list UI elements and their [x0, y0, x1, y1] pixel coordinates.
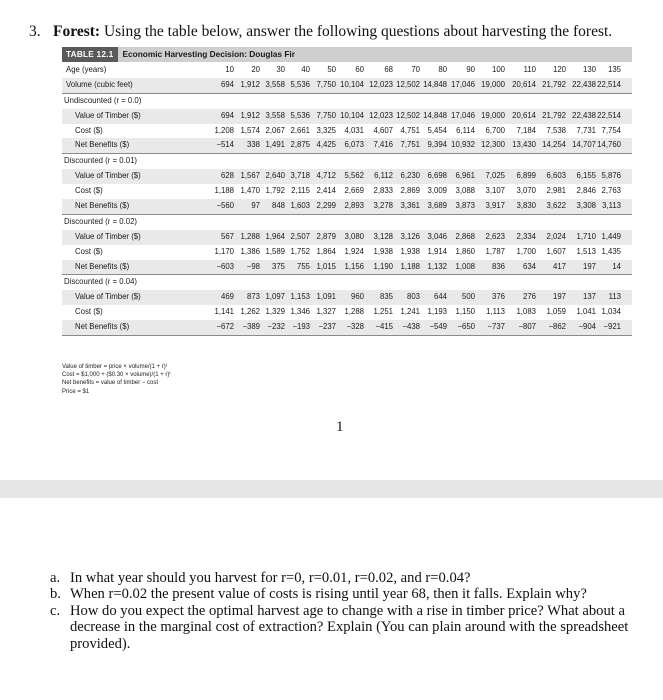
table-cell: 2,661 — [290, 125, 310, 135]
table-cell: 21,792 — [542, 110, 566, 120]
table-cell: 6,698 — [427, 171, 447, 181]
table-cell: 12,023 — [369, 110, 393, 120]
table-cell: 4,607 — [373, 125, 393, 135]
table-cell: 6,603 — [546, 171, 566, 181]
row-label: Age (years) — [66, 65, 107, 74]
table-cell: 6,155 — [576, 171, 596, 181]
table-cell: 1,141 — [214, 307, 234, 317]
table-cell: 7,731 — [576, 125, 596, 135]
table-cell: 5,562 — [344, 171, 364, 181]
table-cell: 3,308 — [576, 201, 596, 211]
table-cell: −650 — [457, 322, 475, 332]
table-cell: 1,170 — [214, 246, 234, 256]
table-cell: 12,023 — [369, 79, 393, 89]
table-cell: 500 — [461, 292, 475, 302]
table-cell: 2,299 — [316, 201, 336, 211]
table-cell: 2,893 — [344, 201, 364, 211]
table-cell: 634 — [522, 261, 536, 271]
table-cell: 1,241 — [400, 307, 420, 317]
table-cell: 1,346 — [290, 307, 310, 317]
table-section-row — [62, 275, 632, 290]
table-cell: 5,536 — [290, 110, 310, 120]
table-cell: 130 — [582, 65, 596, 74]
table-cell: 1,700 — [516, 246, 536, 256]
table-cell: 1,938 — [400, 246, 420, 256]
table-cell: 3,107 — [485, 186, 505, 196]
table-body — [62, 63, 632, 336]
table-cell: 960 — [350, 292, 364, 302]
table-cell: 1,864 — [316, 246, 336, 256]
table-cell: 68 — [384, 65, 393, 74]
table-cell: 3,558 — [265, 79, 285, 89]
table-cell: 22,438 — [572, 110, 596, 120]
table-cell: 2,640 — [265, 171, 285, 181]
table-cell: 644 — [433, 292, 447, 302]
table-cell: 1,603 — [290, 201, 310, 211]
table-cell: −549 — [429, 322, 447, 332]
table-cell: 14,848 — [423, 110, 447, 120]
table-title: Economic Harvesting Decision: Douglas Fir — [122, 49, 295, 59]
table-cell: 20 — [251, 65, 260, 74]
table-cell: 1,193 — [427, 307, 447, 317]
table-cell: 1,015 — [316, 261, 336, 271]
table-cell: 4,425 — [316, 140, 336, 150]
table-cell: 873 — [246, 292, 260, 302]
table-cell: 3,128 — [373, 231, 393, 241]
table-cell: 14,707 — [572, 140, 596, 150]
table-cell: −560 — [216, 201, 234, 211]
table-note: Net benefits = value of timber − cost — [62, 380, 159, 387]
table-cell: 6,112 — [374, 171, 393, 181]
table-cell: 1,097 — [265, 292, 285, 302]
row-label: Discounted (r = 0.02) — [64, 216, 138, 226]
table-cell: 22,514 — [597, 79, 621, 89]
row-label: Value of Timber ($) — [75, 171, 141, 181]
table-cell: 2,414 — [316, 186, 336, 196]
page-number: 1 — [336, 419, 344, 435]
table-cell: 7,750 — [316, 110, 336, 120]
table-cell: 1,059 — [546, 307, 566, 317]
table-cell: 3,917 — [485, 201, 505, 211]
table-cell: 4,751 — [400, 125, 420, 135]
table-cell: 113 — [608, 292, 621, 302]
table-cell: 1,327 — [316, 307, 336, 317]
table-cell: 7,750 — [316, 79, 336, 89]
table-cell: 50 — [327, 65, 336, 74]
table-cell: 120 — [552, 65, 566, 74]
table-cell: 1,792 — [265, 186, 285, 196]
table-cell: 1,188 — [400, 261, 420, 271]
table-cell: 1,938 — [373, 246, 393, 256]
table-cell: 694 — [220, 110, 234, 120]
table-cell: −904 — [578, 322, 596, 332]
table-cell: 3,009 — [427, 186, 447, 196]
table-cell: 376 — [491, 292, 505, 302]
table-cell: 3,278 — [373, 201, 393, 211]
table-cell: 3,622 — [546, 201, 566, 211]
table-cell: 3,718 — [290, 171, 310, 181]
table-cell: 1,190 — [373, 261, 393, 271]
subquestion — [50, 570, 650, 586]
row-label: Cost ($) — [75, 186, 103, 196]
table-cell: 10,932 — [451, 140, 475, 150]
table-cell: 3,689 — [427, 201, 447, 211]
table-cell: 1,710 — [576, 231, 596, 241]
table-cell: 3,088 — [455, 186, 475, 196]
table-cell: 10,104 — [340, 79, 364, 89]
table-cell: −328 — [346, 322, 364, 332]
table-cell: 1,470 — [240, 186, 260, 196]
table-cell: −862 — [548, 322, 566, 332]
table-cell: 3,113 — [602, 201, 621, 211]
table-cell: 19,000 — [481, 110, 505, 120]
table-label: TABLE 12.1 — [62, 47, 118, 62]
table-cell: 137 — [582, 292, 596, 302]
subquestion-list — [50, 570, 650, 652]
table-cell: 5,876 — [601, 171, 621, 181]
row-label: Cost ($) — [75, 125, 103, 135]
table-cell: 6,230 — [400, 171, 420, 181]
row-label: Value of Timber ($) — [75, 110, 141, 120]
row-label: Net Benefits ($) — [75, 261, 130, 271]
table-cell: 1,574 — [240, 125, 260, 135]
table-cell: 20,614 — [512, 79, 536, 89]
table-row — [62, 63, 632, 78]
row-label: Net Benefits ($) — [75, 140, 130, 150]
subquestion-letter: c. — [50, 602, 61, 619]
table-cell: 2,875 — [290, 140, 310, 150]
table-cell: 9,394 — [427, 140, 447, 150]
table-cell: 40 — [301, 65, 310, 74]
table-cell: 90 — [466, 65, 475, 74]
table-cell: 1,329 — [265, 307, 285, 317]
table-section-row — [62, 94, 632, 109]
table-cell: 12,300 — [481, 140, 505, 150]
table-cell: 14,848 — [423, 79, 447, 89]
table-cell: 1,607 — [546, 246, 566, 256]
table-cell: 1,041 — [576, 307, 596, 317]
table-cell: 3,126 — [400, 231, 420, 241]
table-cell: 417 — [552, 261, 566, 271]
table-cell: 1,787 — [485, 246, 505, 256]
table-cell: 1,912 — [240, 79, 260, 89]
table-cell: 2,507 — [290, 231, 310, 241]
table-cell: 1,083 — [516, 307, 536, 317]
table-cell: 1,113 — [486, 307, 505, 317]
table-section-row — [62, 215, 632, 230]
question-text: Using the table below, answer the following questions about harvesting the forest. — [103, 23, 613, 40]
table-cell: 1,034 — [601, 307, 621, 317]
table-cell: 6,073 — [344, 140, 364, 150]
row-label: Cost ($) — [75, 307, 103, 317]
table-cell: 5,454 — [427, 125, 447, 135]
row-label: Discounted (r = 0.04) — [64, 277, 138, 287]
subquestion — [50, 603, 650, 652]
table-cell: 469 — [220, 292, 234, 302]
table-cell: 3,558 — [265, 110, 285, 120]
table-cell: 20,614 — [512, 110, 536, 120]
table-cell: 1,288 — [344, 307, 364, 317]
table-cell: 197 — [552, 292, 566, 302]
table-cell: 1,008 — [455, 261, 475, 271]
table-cell: 30 — [276, 65, 285, 74]
table-cell: 60 — [355, 65, 364, 74]
table-row — [62, 199, 632, 215]
row-label: Discounted (r = 0.01) — [64, 156, 138, 166]
harvest-table — [62, 47, 632, 374]
table-cell: 7,025 — [485, 171, 505, 181]
table-cell: 2,623 — [485, 231, 505, 241]
table-cell: 2,846 — [576, 186, 596, 196]
table-cell: 1,964 — [265, 231, 285, 241]
table-cell: 6,899 — [516, 171, 536, 181]
table-cell: 2,763 — [601, 186, 621, 196]
table-cell: 1,150 — [455, 307, 475, 317]
table-caption — [62, 47, 632, 62]
table-cell: 3,046 — [427, 231, 447, 241]
table-cell: 694 — [220, 79, 234, 89]
table-cell: 19,000 — [481, 79, 505, 89]
table-cell: 3,325 — [316, 125, 336, 135]
table-cell: 1,589 — [265, 246, 285, 256]
table-cell: 3,361 — [400, 201, 420, 211]
table-cell: 1,491 — [265, 140, 285, 150]
table-cell: 6,114 — [456, 125, 475, 135]
table-cell: 13,430 — [512, 140, 536, 150]
table-cell: 848 — [271, 201, 285, 211]
table-section-row — [62, 154, 632, 169]
question-title: Forest: — [53, 23, 101, 40]
table-cell: 7,754 — [601, 125, 621, 135]
table-cell: 375 — [271, 261, 285, 271]
table-note: Cost = $1,000 + ($0.30 × volume)/(1 + r)ᵗ — [62, 372, 171, 379]
table-cell: 6,700 — [485, 125, 505, 135]
table-cell: 17,046 — [451, 110, 475, 120]
table-cell: 10 — [225, 65, 234, 74]
table-cell: 14,760 — [597, 140, 621, 150]
row-label: Net Benefits ($) — [75, 201, 130, 211]
table-cell: 628 — [220, 171, 234, 181]
table-cell: 2,334 — [516, 231, 536, 241]
subquestion-letter: a. — [50, 570, 61, 586]
table-cell: 1,435 — [601, 246, 621, 256]
table-cell: 22,514 — [597, 110, 621, 120]
table-cell: 1,513 — [576, 246, 596, 256]
subquestion-text: How do you expect the optimal harvest age to change with a rise in timber price? What about a decrease in the marginal cost of extraction? Explain (You can plain around with the spreadsheet provided). — [70, 602, 629, 652]
table-cell: 1,188 — [214, 186, 234, 196]
table-row — [62, 245, 632, 260]
table-cell: 1,251 — [373, 307, 393, 317]
subquestion — [50, 586, 650, 602]
table-cell: 1,752 — [290, 246, 310, 256]
table-row — [62, 78, 632, 94]
table-cell: 755 — [296, 261, 310, 271]
table-row — [62, 109, 632, 124]
table-cell: −438 — [402, 322, 420, 332]
table-cell: 12,502 — [396, 79, 420, 89]
table-cell: 3,070 — [516, 186, 536, 196]
table-cell: 1,912 — [240, 110, 260, 120]
table-cell: 2,669 — [344, 186, 364, 196]
table-cell: 7,416 — [373, 140, 393, 150]
table-cell: 4,031 — [344, 125, 364, 135]
table-cell: 1,924 — [344, 246, 364, 256]
table-row — [62, 169, 632, 184]
table-cell: 2,869 — [400, 186, 420, 196]
table-cell: 2,024 — [546, 231, 566, 241]
table-cell: 14 — [612, 261, 621, 271]
table-cell: 70 — [411, 65, 420, 74]
subquestion-text: When r=0.02 the present value of costs is rising until year 68, then it falls. Explain why? — [70, 586, 587, 603]
table-cell: 6,961 — [455, 171, 475, 181]
table-row — [62, 305, 632, 320]
table-cell: 1,156 — [344, 261, 364, 271]
table-cell: 135 — [607, 65, 621, 74]
question-heading — [29, 22, 649, 42]
table-cell: 7,751 — [400, 140, 420, 150]
table-cell: −807 — [518, 322, 536, 332]
table-cell: 97 — [251, 201, 260, 211]
table-row — [62, 184, 632, 199]
table-cell: 567 — [220, 231, 234, 241]
table-cell: 3,873 — [455, 201, 475, 211]
table-cell: −232 — [267, 322, 285, 332]
table-cell: 7,538 — [546, 125, 566, 135]
table-cell: 1,132 — [427, 261, 447, 271]
table-row — [62, 320, 632, 336]
table-cell: 2,879 — [316, 231, 336, 241]
row-label: Net Benefits ($) — [75, 322, 130, 332]
table-cell: 1,386 — [240, 246, 260, 256]
table-cell: 2,868 — [455, 231, 475, 241]
table-cell: −389 — [242, 322, 260, 332]
table-cell: 276 — [522, 292, 536, 302]
table-cell: 7,184 — [516, 125, 536, 135]
table-cell: −603 — [216, 261, 234, 271]
table-cell: 2,115 — [291, 186, 310, 196]
table-cell: 338 — [246, 140, 260, 150]
row-label: Undiscounted (r = 0.0) — [64, 95, 142, 105]
table-cell: −514 — [216, 140, 234, 150]
table-cell: 2,981 — [546, 186, 566, 196]
table-row — [62, 138, 632, 154]
table-note: Value of timber = price × volume/(1 + r)ᵗ — [62, 364, 168, 370]
table-cell: 836 — [491, 261, 505, 271]
table-note: Price = $1 — [62, 388, 90, 395]
table-cell: 1,262 — [240, 307, 260, 317]
table-cell: 1,091 — [316, 292, 336, 302]
table-cell: 835 — [379, 292, 393, 302]
table-row — [62, 260, 632, 276]
table-cell: 197 — [582, 261, 596, 271]
table-cell: 1,288 — [240, 231, 260, 241]
table-cell: 10,104 — [340, 110, 364, 120]
table-row — [62, 124, 632, 139]
table-cell: −237 — [318, 322, 336, 332]
question-number: 3. — [29, 23, 41, 40]
table-cell: 14,254 — [542, 140, 566, 150]
table-cell: 80 — [438, 65, 447, 74]
table-cell: −415 — [375, 322, 393, 332]
table-notes — [62, 363, 362, 396]
table-row — [62, 290, 632, 305]
table-cell: 1,449 — [601, 231, 621, 241]
table-cell: 17,046 — [451, 79, 475, 89]
table-cell: 1,567 — [240, 171, 260, 181]
table-cell: 803 — [406, 292, 420, 302]
table-cell: 22,438 — [572, 79, 596, 89]
table-cell: 1,208 — [214, 125, 234, 135]
table-cell: 3,080 — [344, 231, 364, 241]
table-cell: 21,792 — [542, 79, 566, 89]
row-label: Value of Timber ($) — [75, 292, 141, 302]
row-label: Value of Timber ($) — [75, 231, 141, 241]
subquestion-letter: b. — [50, 586, 61, 603]
table-cell: 2,067 — [265, 125, 285, 135]
table-row — [62, 230, 632, 245]
table-cell: 4,712 — [316, 171, 336, 181]
table-cell: −193 — [292, 322, 310, 332]
table-cell: −672 — [216, 322, 234, 332]
table-cell: 1,153 — [290, 292, 310, 302]
row-label: Volume (cubic feet) — [66, 79, 133, 89]
table-cell: 100 — [491, 65, 505, 74]
table-cell: 1,860 — [455, 246, 475, 256]
row-label: Cost ($) — [75, 246, 103, 256]
table-cell: 2,833 — [373, 186, 393, 196]
table-cell: −737 — [487, 322, 505, 332]
table-cell: 110 — [523, 65, 536, 74]
table-cell: −98 — [246, 261, 260, 271]
table-cell: 12,502 — [396, 110, 420, 120]
table-cell: 1,914 — [427, 246, 447, 256]
subquestion-text: In what year should you harvest for r=0, r=0.01, r=0.02, and r=0.04? — [70, 570, 471, 586]
table-cell: 5,536 — [290, 79, 310, 89]
table-cell: −921 — [603, 322, 621, 332]
table-cell: 3,830 — [516, 201, 536, 211]
